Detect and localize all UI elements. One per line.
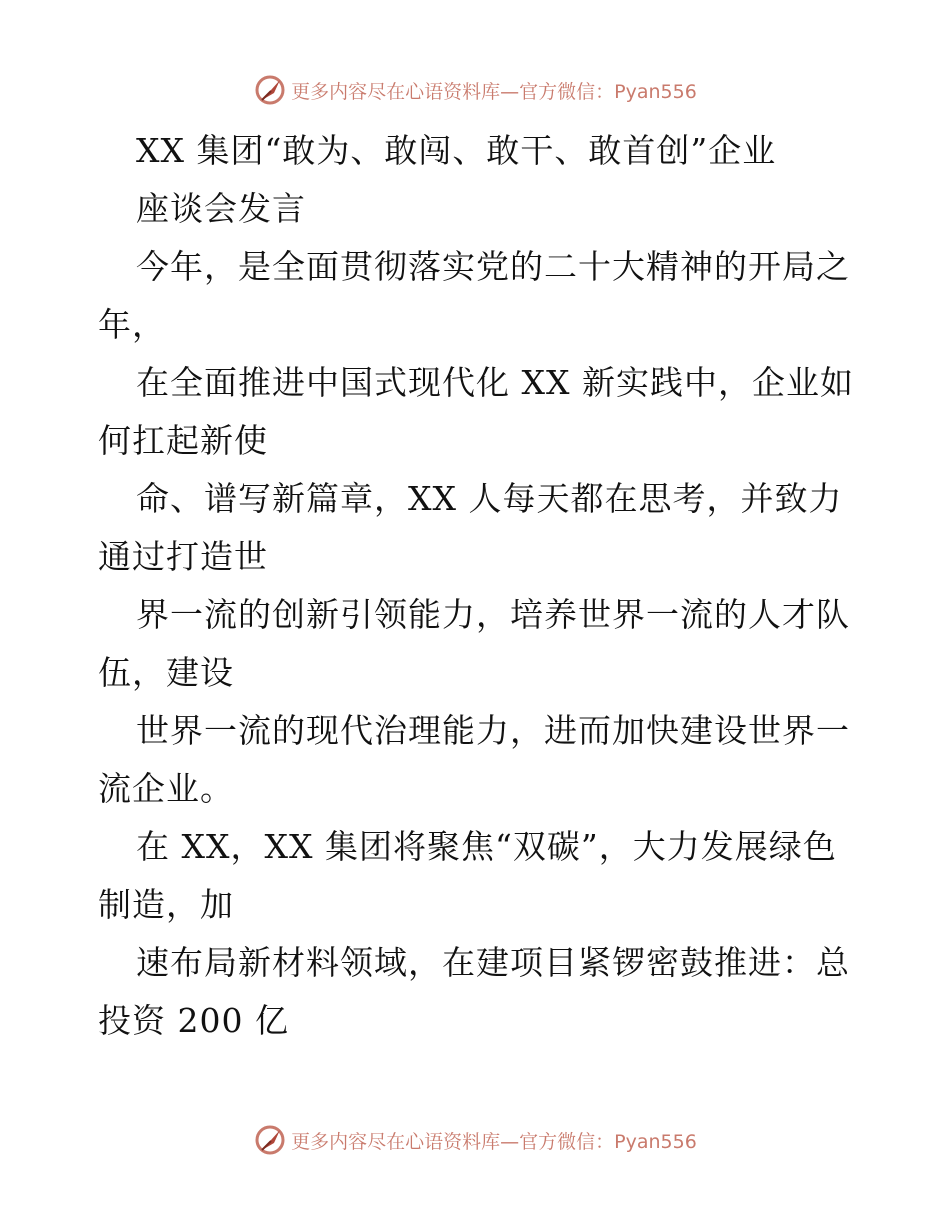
text-line: 通过打造世 (98, 537, 268, 576)
text-line: 何扛起新使 (98, 421, 268, 460)
text-line: 座谈会发言 (136, 189, 306, 228)
text-line: 在 XX，XX 集团将聚焦“双碳”，大力发展绿色 (136, 827, 837, 866)
text-line: XX 集团“敢为、敢闯、敢干、敢首创”企业 (136, 131, 777, 170)
watermark-text: 更多内容尽在心语资料库—官方微信：Pyan556 (291, 1130, 697, 1153)
watermark-text: 更多内容尽在心语资料库—官方微信：Pyan556 (291, 80, 697, 103)
document-body (98, 122, 858, 1050)
header-watermark-banner (0, 70, 950, 110)
text-line: 流企业。 (98, 769, 234, 808)
text-line: 世界一流的现代治理能力，进而加快建设世界一 (136, 711, 850, 750)
text-line: 制造，加 (98, 885, 234, 924)
text-line: 界一流的创新引领能力，培养世界一流的人才队 (136, 595, 850, 634)
text-line: 投资 200 亿 (98, 1001, 289, 1040)
text-line: 在全面推进中国式现代化 XX 新实践中，企业如 (136, 363, 854, 402)
text-line: 伍，建设 (98, 653, 234, 692)
text-line: 年， (98, 305, 166, 344)
feather-logo-icon (253, 73, 287, 107)
text-line: 今年，是全面贯彻落实党的二十大精神的开局之 (136, 247, 850, 286)
footer-watermark-banner (0, 1120, 950, 1160)
feather-logo-icon (253, 1123, 287, 1157)
text-line: 命、谱写新篇章，XX 人每天都在思考，并致力 (136, 479, 843, 518)
text-line: 速布局新材料领域，在建项目紧锣密鼓推进：总 (136, 943, 850, 982)
